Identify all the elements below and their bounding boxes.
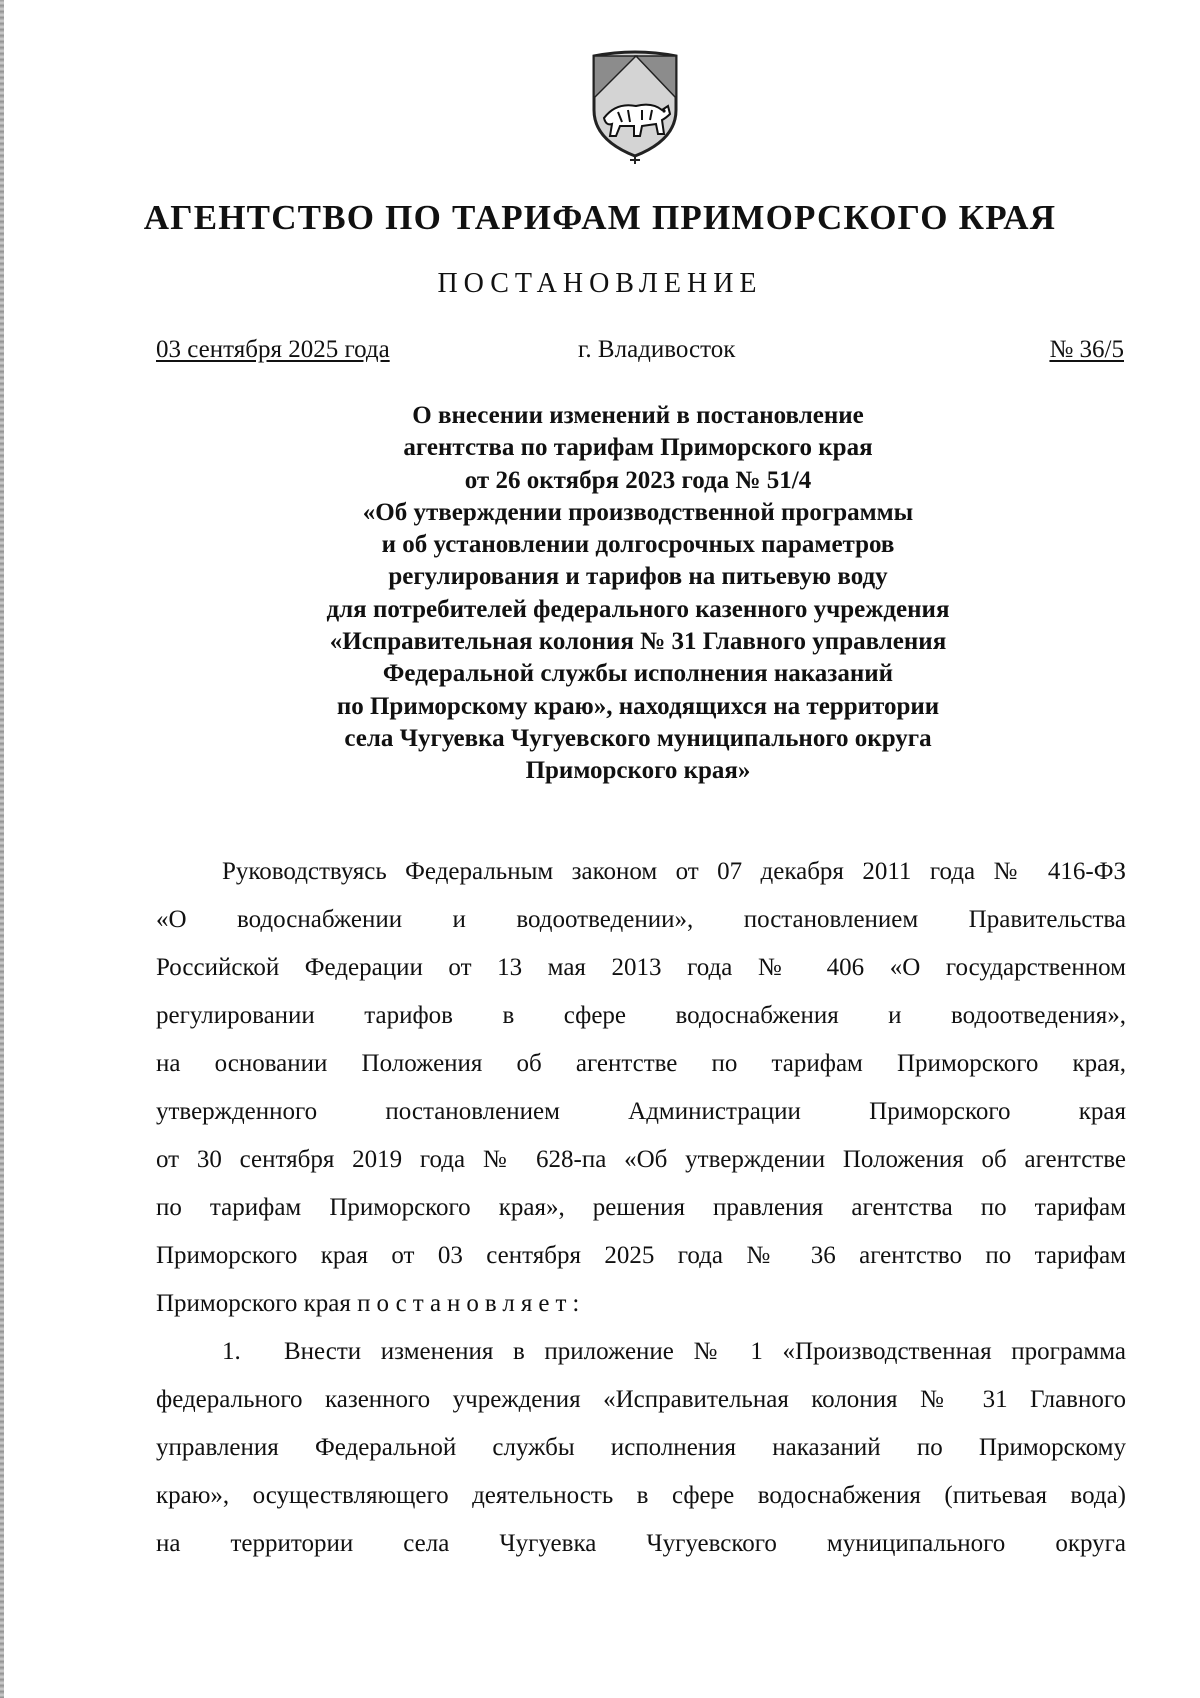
preamble-line: от 30 сентября 2019 года № 628-па «Об утверждении Положения об агентстве [156, 1146, 1126, 1173]
title-line: Приморского края» [525, 757, 751, 785]
scan-edge [0, 0, 4, 1698]
title-line: от 26 октября 2023 года № 51/4 [464, 466, 812, 494]
document-date: 03 сентября 2025 года [156, 336, 390, 363]
preamble-line: «О водоснабжении и водоотведении», постановлением Правительства [156, 906, 1126, 933]
item-1-first-line [156, 1328, 1126, 1376]
preamble-last-prefix: Приморского края [156, 1290, 351, 1317]
document-body [156, 848, 1126, 1568]
title-line: регулирования и тарифов на питьевую воду [388, 563, 888, 591]
title-line: Федеральной службы исполнения наказаний [382, 660, 894, 688]
item-1-line: краю», осуществляющего деятельность в сфере водоснабжения (питьевая вода) [156, 1482, 1126, 1509]
decree-word: постановляет: [357, 1290, 586, 1317]
title-line: агентства по тарифам Приморского края [403, 434, 873, 462]
title-line: для потребителей федерального казенного учреждения [326, 595, 950, 623]
item-1-line: на территории села Чугуевка Чугуевского муниципального округа [156, 1530, 1126, 1557]
item-1-line: федерального казенного учреждения «Исправительная колония № 31 Главного [156, 1386, 1126, 1413]
title-line: по Приморскому краю», находящихся на территории [336, 692, 940, 720]
document-type: ПОСТАНОВЛЕНИЕ [437, 268, 763, 299]
preamble-line: Российской Федерации от 13 мая 2013 года № 406 «О государственном [156, 954, 1126, 981]
item-1-text: Внести изменения в приложение № 1 «Производственная программа [284, 1338, 1126, 1365]
agency-name: АГЕНТСТВО ПО ТАРИФАМ ПРИМОРСКОГО КРАЯ [143, 198, 1057, 237]
title-line: «Исправительная колония № 31 Главного управления [329, 628, 947, 656]
preamble-line: утвержденного постановлением Администрации Приморского края [156, 1098, 1126, 1125]
title-line: и об установлении долгосрочных параметров [381, 531, 895, 559]
preamble-line: по тарифам Приморского края», решения правления агентства по тарифам [156, 1194, 1126, 1221]
item-1-line: управления Федеральной службы исполнения наказаний по Приморскому [156, 1434, 1126, 1461]
preamble-line: на основании Положения об агентстве по тарифам Приморского края, [156, 1050, 1126, 1077]
preamble-line: Приморского края от 03 сентября 2025 года № 36 агентство по тарифам [156, 1242, 1126, 1269]
title-line: села Чугуевка Чугуевского муниципального округа [344, 724, 932, 752]
preamble-last-line [156, 1280, 1126, 1328]
title-line: О внесении изменений в постановление [412, 402, 864, 429]
preamble-line: регулировании тарифов в сфере водоснабжения и водоотведения», [156, 1002, 1126, 1029]
document-number: № 36/5 [1049, 336, 1124, 363]
item-1-number: 1. [222, 1338, 241, 1365]
document-city: г. Владивосток [578, 336, 736, 363]
document-title [150, 400, 1126, 788]
coat-of-arms-tiger-icon [586, 48, 684, 166]
title-line: «Об утверждении производственной программы [362, 498, 914, 526]
preamble-line: Руководствуясь Федеральным законом от 07 декабря 2011 года № 416-ФЗ [222, 858, 1126, 885]
